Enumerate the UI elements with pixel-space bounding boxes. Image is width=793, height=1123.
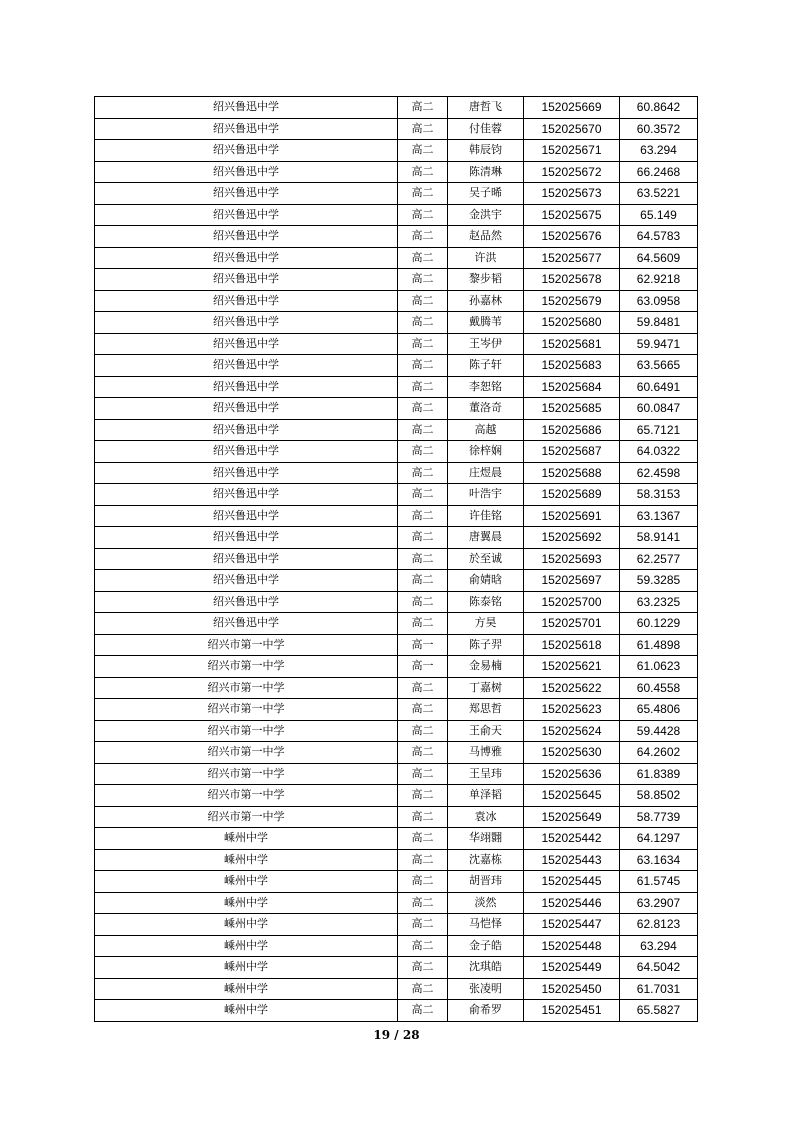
grade-cell: 高二 bbox=[398, 204, 448, 226]
grade-cell: 高二 bbox=[398, 161, 448, 183]
student-name-cell: 黎步韬 bbox=[448, 269, 524, 291]
grade-cell: 高二 bbox=[398, 613, 448, 635]
score-cell: 58.3153 bbox=[620, 484, 698, 506]
score-cell: 63.0958 bbox=[620, 290, 698, 312]
table-row bbox=[95, 1000, 698, 1022]
student-name-cell: 陈子羿 bbox=[448, 634, 524, 656]
table-row bbox=[95, 183, 698, 205]
school-cell: 嵊州中学 bbox=[95, 871, 398, 893]
school-cell: 绍兴鲁迅中学 bbox=[95, 183, 398, 205]
school-cell: 嵊州中学 bbox=[95, 1000, 398, 1022]
grade-cell: 高二 bbox=[398, 677, 448, 699]
score-cell: 61.5745 bbox=[620, 871, 698, 893]
school-cell: 绍兴市第一中学 bbox=[95, 634, 398, 656]
table-row bbox=[95, 269, 698, 291]
student-name-cell: 金洪宇 bbox=[448, 204, 524, 226]
student-name-cell: 马博雅 bbox=[448, 742, 524, 764]
school-cell: 嵊州中学 bbox=[95, 957, 398, 979]
table-row bbox=[95, 785, 698, 807]
student-name-cell: 叶浩宇 bbox=[448, 484, 524, 506]
student-id-cell: 152025670 bbox=[524, 118, 620, 140]
score-cell: 65.5827 bbox=[620, 1000, 698, 1022]
table-row bbox=[95, 634, 698, 656]
school-cell: 绍兴鲁迅中学 bbox=[95, 269, 398, 291]
grade-cell: 高一 bbox=[398, 634, 448, 656]
school-cell: 绍兴鲁迅中学 bbox=[95, 484, 398, 506]
score-cell: 58.9141 bbox=[620, 527, 698, 549]
school-cell: 绍兴市第一中学 bbox=[95, 806, 398, 828]
score-cell: 63.1634 bbox=[620, 849, 698, 871]
score-cell: 60.3572 bbox=[620, 118, 698, 140]
student-id-cell: 152025687 bbox=[524, 441, 620, 463]
school-cell: 绍兴鲁迅中学 bbox=[95, 204, 398, 226]
score-cell: 60.6491 bbox=[620, 376, 698, 398]
score-cell: 60.1229 bbox=[620, 613, 698, 635]
student-name-cell: 董洛奇 bbox=[448, 398, 524, 420]
grade-cell: 高二 bbox=[398, 269, 448, 291]
table-row bbox=[95, 978, 698, 1000]
grade-cell: 高二 bbox=[398, 247, 448, 269]
student-name-cell: 唐哲飞 bbox=[448, 97, 524, 119]
student-name-cell: 王俞天 bbox=[448, 720, 524, 742]
student-id-cell: 152025448 bbox=[524, 935, 620, 957]
student-id-cell: 152025630 bbox=[524, 742, 620, 764]
grade-cell: 高二 bbox=[398, 849, 448, 871]
student-name-cell: 於至诚 bbox=[448, 548, 524, 570]
grade-cell: 高二 bbox=[398, 699, 448, 721]
student-name-cell: 孙嘉林 bbox=[448, 290, 524, 312]
score-cell: 61.4898 bbox=[620, 634, 698, 656]
student-name-cell: 吴子晞 bbox=[448, 183, 524, 205]
table-row bbox=[95, 871, 698, 893]
school-cell: 绍兴市第一中学 bbox=[95, 656, 398, 678]
grade-cell: 高二 bbox=[398, 376, 448, 398]
student-id-cell: 152025621 bbox=[524, 656, 620, 678]
student-name-cell: 俞婧晗 bbox=[448, 570, 524, 592]
student-id-cell: 152025685 bbox=[524, 398, 620, 420]
grade-cell: 高二 bbox=[398, 312, 448, 334]
school-cell: 绍兴市第一中学 bbox=[95, 699, 398, 721]
school-cell: 绍兴鲁迅中学 bbox=[95, 419, 398, 441]
table-row bbox=[95, 828, 698, 850]
score-cell: 64.1297 bbox=[620, 828, 698, 850]
school-cell: 绍兴鲁迅中学 bbox=[95, 226, 398, 248]
score-cell: 62.9218 bbox=[620, 269, 698, 291]
student-name-cell: 付佳蓉 bbox=[448, 118, 524, 140]
school-cell: 绍兴鲁迅中学 bbox=[95, 376, 398, 398]
table-row bbox=[95, 376, 698, 398]
grade-cell: 高二 bbox=[398, 226, 448, 248]
student-id-cell: 152025446 bbox=[524, 892, 620, 914]
student-id-cell: 152025649 bbox=[524, 806, 620, 828]
student-name-cell: 王岑伊 bbox=[448, 333, 524, 355]
grade-cell: 高二 bbox=[398, 591, 448, 613]
table-row bbox=[95, 398, 698, 420]
table-row bbox=[95, 677, 698, 699]
student-name-cell: 徐梓娴 bbox=[448, 441, 524, 463]
table-row bbox=[95, 914, 698, 936]
results-table bbox=[94, 96, 698, 1022]
school-cell: 绍兴市第一中学 bbox=[95, 785, 398, 807]
table-row bbox=[95, 226, 698, 248]
table-row bbox=[95, 355, 698, 377]
grade-cell: 高二 bbox=[398, 914, 448, 936]
student-id-cell: 152025618 bbox=[524, 634, 620, 656]
table-row bbox=[95, 161, 698, 183]
student-id-cell: 152025686 bbox=[524, 419, 620, 441]
score-cell: 62.8123 bbox=[620, 914, 698, 936]
grade-cell: 高二 bbox=[398, 763, 448, 785]
table-row bbox=[95, 290, 698, 312]
table-row bbox=[95, 849, 698, 871]
score-cell: 62.2577 bbox=[620, 548, 698, 570]
grade-cell: 高二 bbox=[398, 441, 448, 463]
student-id-cell: 152025680 bbox=[524, 312, 620, 334]
student-name-cell: 丁嘉树 bbox=[448, 677, 524, 699]
school-cell: 绍兴鲁迅中学 bbox=[95, 333, 398, 355]
school-cell: 绍兴市第一中学 bbox=[95, 742, 398, 764]
student-id-cell: 152025622 bbox=[524, 677, 620, 699]
page-number: 19 / 28 bbox=[373, 1028, 420, 1042]
grade-cell: 高二 bbox=[398, 398, 448, 420]
table-row bbox=[95, 333, 698, 355]
student-name-cell: 胡晋玮 bbox=[448, 871, 524, 893]
score-cell: 58.7739 bbox=[620, 806, 698, 828]
school-cell: 绍兴鲁迅中学 bbox=[95, 548, 398, 570]
score-cell: 65.7121 bbox=[620, 419, 698, 441]
student-name-cell: 唐翼晨 bbox=[448, 527, 524, 549]
school-cell: 绍兴鲁迅中学 bbox=[95, 613, 398, 635]
score-cell: 64.5042 bbox=[620, 957, 698, 979]
table-row bbox=[95, 570, 698, 592]
table-row bbox=[95, 441, 698, 463]
school-cell: 绍兴鲁迅中学 bbox=[95, 97, 398, 119]
score-cell: 61.0623 bbox=[620, 656, 698, 678]
student-id-cell: 152025443 bbox=[524, 849, 620, 871]
table-row bbox=[95, 699, 698, 721]
score-cell: 65.149 bbox=[620, 204, 698, 226]
student-name-cell: 陈子轩 bbox=[448, 355, 524, 377]
score-cell: 63.294 bbox=[620, 935, 698, 957]
score-cell: 63.5665 bbox=[620, 355, 698, 377]
table-row bbox=[95, 527, 698, 549]
student-name-cell: 韩辰钧 bbox=[448, 140, 524, 162]
school-cell: 绍兴市第一中学 bbox=[95, 763, 398, 785]
school-cell: 绍兴市第一中学 bbox=[95, 677, 398, 699]
grade-cell: 高二 bbox=[398, 806, 448, 828]
student-name-cell: 许洪 bbox=[448, 247, 524, 269]
score-cell: 63.2325 bbox=[620, 591, 698, 613]
results-table-body bbox=[95, 97, 698, 1022]
school-cell: 绍兴鲁迅中学 bbox=[95, 462, 398, 484]
score-cell: 63.1367 bbox=[620, 505, 698, 527]
student-name-cell: 马恺怿 bbox=[448, 914, 524, 936]
table-row bbox=[95, 505, 698, 527]
student-id-cell: 152025693 bbox=[524, 548, 620, 570]
student-name-cell: 金子皓 bbox=[448, 935, 524, 957]
student-id-cell: 152025677 bbox=[524, 247, 620, 269]
student-name-cell: 单泽韬 bbox=[448, 785, 524, 807]
school-cell: 绍兴鲁迅中学 bbox=[95, 161, 398, 183]
student-name-cell: 庄煜晨 bbox=[448, 462, 524, 484]
student-id-cell: 152025671 bbox=[524, 140, 620, 162]
student-id-cell: 152025673 bbox=[524, 183, 620, 205]
student-id-cell: 152025676 bbox=[524, 226, 620, 248]
student-id-cell: 152025691 bbox=[524, 505, 620, 527]
student-id-cell: 152025447 bbox=[524, 914, 620, 936]
score-cell: 60.0847 bbox=[620, 398, 698, 420]
grade-cell: 高二 bbox=[398, 333, 448, 355]
student-id-cell: 152025623 bbox=[524, 699, 620, 721]
grade-cell: 高二 bbox=[398, 290, 448, 312]
table-row bbox=[95, 247, 698, 269]
table-row bbox=[95, 484, 698, 506]
student-name-cell: 方昊 bbox=[448, 613, 524, 635]
score-cell: 63.5221 bbox=[620, 183, 698, 205]
student-id-cell: 152025445 bbox=[524, 871, 620, 893]
school-cell: 嵊州中学 bbox=[95, 828, 398, 850]
student-name-cell: 陈泰铭 bbox=[448, 591, 524, 613]
student-id-cell: 152025689 bbox=[524, 484, 620, 506]
grade-cell: 高二 bbox=[398, 570, 448, 592]
school-cell: 嵊州中学 bbox=[95, 935, 398, 957]
table-row bbox=[95, 118, 698, 140]
table-row bbox=[95, 957, 698, 979]
grade-cell: 高二 bbox=[398, 118, 448, 140]
school-cell: 嵊州中学 bbox=[95, 978, 398, 1000]
table-row bbox=[95, 97, 698, 119]
score-cell: 59.4428 bbox=[620, 720, 698, 742]
score-cell: 59.3285 bbox=[620, 570, 698, 592]
student-id-cell: 152025692 bbox=[524, 527, 620, 549]
student-id-cell: 152025697 bbox=[524, 570, 620, 592]
score-cell: 61.7031 bbox=[620, 978, 698, 1000]
student-id-cell: 152025669 bbox=[524, 97, 620, 119]
score-cell: 60.8642 bbox=[620, 97, 698, 119]
student-name-cell: 赵品然 bbox=[448, 226, 524, 248]
school-cell: 嵊州中学 bbox=[95, 849, 398, 871]
score-cell: 60.4558 bbox=[620, 677, 698, 699]
school-cell: 绍兴鲁迅中学 bbox=[95, 247, 398, 269]
table-row bbox=[95, 613, 698, 635]
student-id-cell: 152025679 bbox=[524, 290, 620, 312]
table-row bbox=[95, 204, 698, 226]
student-id-cell: 152025451 bbox=[524, 1000, 620, 1022]
grade-cell: 高二 bbox=[398, 505, 448, 527]
school-cell: 绍兴鲁迅中学 bbox=[95, 570, 398, 592]
school-cell: 绍兴鲁迅中学 bbox=[95, 312, 398, 334]
grade-cell: 高二 bbox=[398, 785, 448, 807]
table-row bbox=[95, 656, 698, 678]
score-cell: 66.2468 bbox=[620, 161, 698, 183]
student-name-cell: 俞希罗 bbox=[448, 1000, 524, 1022]
grade-cell: 高二 bbox=[398, 527, 448, 549]
student-name-cell: 陈清琳 bbox=[448, 161, 524, 183]
school-cell: 绍兴鲁迅中学 bbox=[95, 355, 398, 377]
grade-cell: 高二 bbox=[398, 935, 448, 957]
grade-cell: 高二 bbox=[398, 140, 448, 162]
school-cell: 绍兴鲁迅中学 bbox=[95, 290, 398, 312]
student-name-cell: 华翊翾 bbox=[448, 828, 524, 850]
score-cell: 63.2907 bbox=[620, 892, 698, 914]
table-row bbox=[95, 763, 698, 785]
score-cell: 65.4806 bbox=[620, 699, 698, 721]
table-row bbox=[95, 140, 698, 162]
grade-cell: 高二 bbox=[398, 720, 448, 742]
grade-cell: 高二 bbox=[398, 355, 448, 377]
score-cell: 59.9471 bbox=[620, 333, 698, 355]
table-row bbox=[95, 742, 698, 764]
score-cell: 64.2602 bbox=[620, 742, 698, 764]
school-cell: 绍兴鲁迅中学 bbox=[95, 140, 398, 162]
score-cell: 62.4598 bbox=[620, 462, 698, 484]
student-id-cell: 152025678 bbox=[524, 269, 620, 291]
student-id-cell: 152025684 bbox=[524, 376, 620, 398]
grade-cell: 高二 bbox=[398, 97, 448, 119]
table-row bbox=[95, 312, 698, 334]
grade-cell: 高二 bbox=[398, 742, 448, 764]
grade-cell: 高一 bbox=[398, 656, 448, 678]
student-name-cell: 李恕铭 bbox=[448, 376, 524, 398]
score-cell: 59.8481 bbox=[620, 312, 698, 334]
student-name-cell: 金易楠 bbox=[448, 656, 524, 678]
student-name-cell: 王呈玮 bbox=[448, 763, 524, 785]
school-cell: 绍兴鲁迅中学 bbox=[95, 527, 398, 549]
table-row bbox=[95, 720, 698, 742]
student-id-cell: 152025701 bbox=[524, 613, 620, 635]
table-row bbox=[95, 806, 698, 828]
student-name-cell: 高越 bbox=[448, 419, 524, 441]
grade-cell: 高二 bbox=[398, 892, 448, 914]
student-name-cell: 沈嘉栋 bbox=[448, 849, 524, 871]
student-name-cell: 张凌明 bbox=[448, 978, 524, 1000]
student-id-cell: 152025700 bbox=[524, 591, 620, 613]
student-name-cell: 淡然 bbox=[448, 892, 524, 914]
student-id-cell: 152025675 bbox=[524, 204, 620, 226]
grade-cell: 高二 bbox=[398, 419, 448, 441]
table-row bbox=[95, 892, 698, 914]
student-id-cell: 152025442 bbox=[524, 828, 620, 850]
score-cell: 64.0322 bbox=[620, 441, 698, 463]
student-id-cell: 152025681 bbox=[524, 333, 620, 355]
school-cell: 绍兴市第一中学 bbox=[95, 720, 398, 742]
student-name-cell: 袁冰 bbox=[448, 806, 524, 828]
student-id-cell: 152025449 bbox=[524, 957, 620, 979]
student-id-cell: 152025450 bbox=[524, 978, 620, 1000]
score-cell: 61.8389 bbox=[620, 763, 698, 785]
school-cell: 绍兴鲁迅中学 bbox=[95, 118, 398, 140]
grade-cell: 高二 bbox=[398, 871, 448, 893]
grade-cell: 高二 bbox=[398, 828, 448, 850]
table-row bbox=[95, 462, 698, 484]
score-cell: 58.8502 bbox=[620, 785, 698, 807]
school-cell: 嵊州中学 bbox=[95, 892, 398, 914]
table-row bbox=[95, 591, 698, 613]
grade-cell: 高二 bbox=[398, 548, 448, 570]
school-cell: 嵊州中学 bbox=[95, 914, 398, 936]
student-id-cell: 152025636 bbox=[524, 763, 620, 785]
student-name-cell: 戴腾苇 bbox=[448, 312, 524, 334]
table-row bbox=[95, 935, 698, 957]
student-name-cell: 沈琪皓 bbox=[448, 957, 524, 979]
school-cell: 绍兴鲁迅中学 bbox=[95, 505, 398, 527]
student-name-cell: 许佳铭 bbox=[448, 505, 524, 527]
grade-cell: 高二 bbox=[398, 462, 448, 484]
student-id-cell: 152025624 bbox=[524, 720, 620, 742]
score-cell: 64.5783 bbox=[620, 226, 698, 248]
grade-cell: 高二 bbox=[398, 183, 448, 205]
grade-cell: 高二 bbox=[398, 1000, 448, 1022]
student-id-cell: 152025672 bbox=[524, 161, 620, 183]
grade-cell: 高二 bbox=[398, 978, 448, 1000]
grade-cell: 高二 bbox=[398, 484, 448, 506]
school-cell: 绍兴鲁迅中学 bbox=[95, 591, 398, 613]
student-name-cell: 郑思哲 bbox=[448, 699, 524, 721]
school-cell: 绍兴鲁迅中学 bbox=[95, 441, 398, 463]
table-row bbox=[95, 419, 698, 441]
score-cell: 63.294 bbox=[620, 140, 698, 162]
school-cell: 绍兴鲁迅中学 bbox=[95, 398, 398, 420]
score-cell: 64.5609 bbox=[620, 247, 698, 269]
table-row bbox=[95, 548, 698, 570]
grade-cell: 高二 bbox=[398, 957, 448, 979]
student-id-cell: 152025688 bbox=[524, 462, 620, 484]
student-id-cell: 152025683 bbox=[524, 355, 620, 377]
student-id-cell: 152025645 bbox=[524, 785, 620, 807]
